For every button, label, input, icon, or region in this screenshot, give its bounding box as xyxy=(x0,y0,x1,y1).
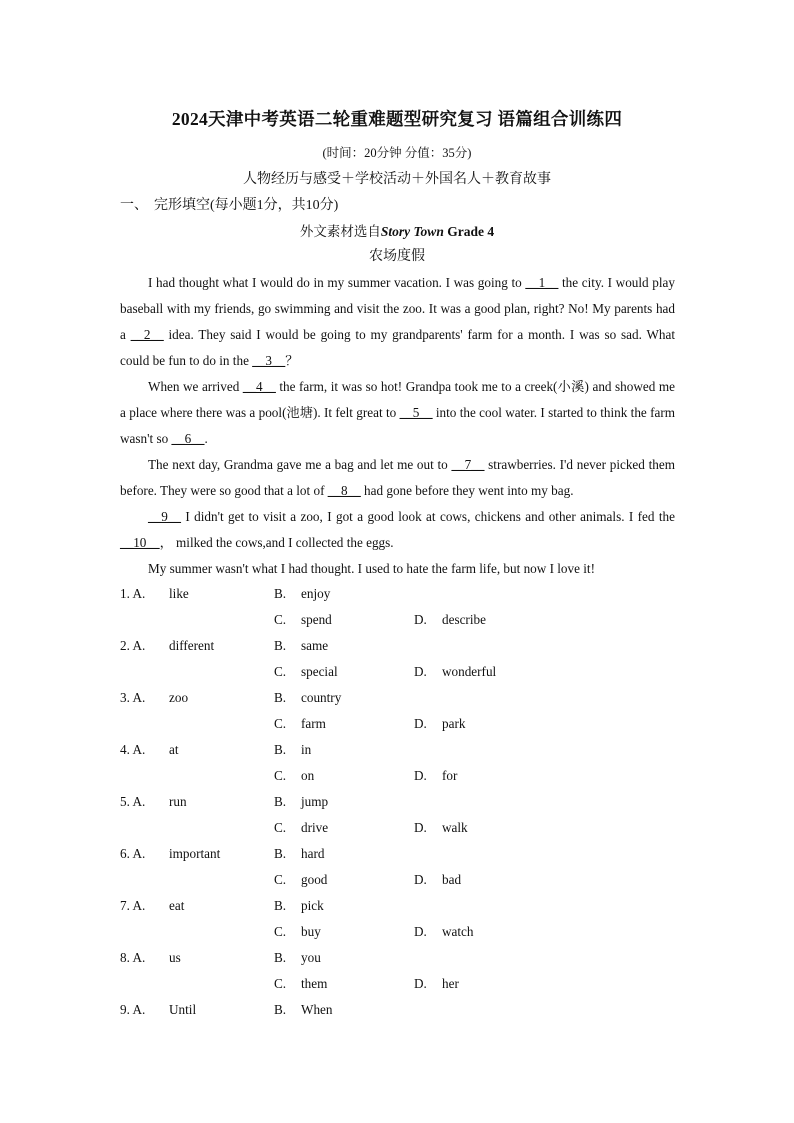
option-c: them xyxy=(301,976,328,991)
option-a: eat xyxy=(169,898,185,913)
option-a: at xyxy=(169,742,179,757)
option-b: pick xyxy=(301,898,324,913)
blank-2: __2__ xyxy=(130,327,164,342)
question-number: 5. A. xyxy=(120,794,146,809)
option-b: you xyxy=(301,950,321,965)
option-b: country xyxy=(301,690,342,705)
option-b: in xyxy=(301,742,312,757)
option-c: special xyxy=(301,664,338,679)
option-letter-b: B. xyxy=(274,950,287,965)
option-row xyxy=(120,763,680,789)
question-number: 7. A. xyxy=(120,898,146,913)
option-letter-c: C. xyxy=(274,976,287,991)
option-row xyxy=(120,737,680,763)
section-label: 完形填空(每小题1分，共10分) xyxy=(154,198,339,213)
option-b: hard xyxy=(301,846,325,861)
text: into the cool water. I started to think the farm wasn't so xyxy=(120,405,675,446)
option-letter-b: B. xyxy=(274,742,287,757)
blank-4: __4__ xyxy=(242,379,276,394)
option-letter-c: C. xyxy=(274,924,287,939)
text: I had thought what I would do in my summer vacation. I was going to xyxy=(148,275,526,290)
option-letter-b: B. xyxy=(274,1002,287,1017)
text: had gone before they went into my bag. xyxy=(360,483,574,498)
paragraph-1 xyxy=(120,270,675,374)
option-c: farm xyxy=(301,716,326,731)
paragraph-5: My summer wasn't what I had thought. I used to hate the farm life, but now I love it! xyxy=(148,561,595,576)
text: I didn't get to visit a zoo, I got a good look at cows, chickens and other animals. I fed the xyxy=(180,509,675,524)
blank-8: __8__ xyxy=(327,483,361,498)
question-number: 1. A. xyxy=(120,586,146,601)
text: the city. I would play baseball with my friends, go swimming and visit the zoo. It was a good plan, right? No! My parents had a xyxy=(120,275,676,342)
blank-10: __10__ xyxy=(120,535,160,550)
text: ， milked the cows,and I collected the eggs. xyxy=(159,535,394,550)
section-number: 一、 xyxy=(120,198,148,213)
option-b: same xyxy=(301,638,329,653)
option-row xyxy=(120,919,680,945)
option-row xyxy=(120,659,680,685)
option-row xyxy=(120,945,680,971)
passage-title: 农场度假 xyxy=(369,249,425,264)
source-grade: Grade 4 xyxy=(447,224,495,239)
text: When we arrived xyxy=(148,379,243,394)
option-letter-c: C. xyxy=(274,664,287,679)
paragraph-4 xyxy=(120,504,675,556)
question-number: 2. A. xyxy=(120,638,146,653)
option-letter-d: D. xyxy=(414,664,427,679)
blank-6: __6__ xyxy=(171,431,205,446)
option-letter-d: D. xyxy=(414,872,427,887)
time-score-info: (时间：20分钟 分值：35分) xyxy=(322,146,472,160)
option-row xyxy=(120,685,680,711)
option-d: bad xyxy=(442,872,462,887)
option-a: run xyxy=(169,794,187,809)
topic-list: 人物经历与感受＋学校活动＋外国名人＋教育故事 xyxy=(243,172,551,187)
option-row xyxy=(120,997,680,1023)
option-a: different xyxy=(169,638,215,653)
option-a: important xyxy=(169,846,221,861)
option-letter-c: C. xyxy=(274,872,287,887)
page-title: 2024天津中考英语二轮重难题型研究复习 语篇组合训练四 xyxy=(171,109,623,129)
option-a: zoo xyxy=(169,690,189,705)
option-row xyxy=(120,971,680,997)
question-number: 8. A. xyxy=(120,950,146,965)
option-letter-b: B. xyxy=(274,794,287,809)
option-letter-c: C. xyxy=(274,768,287,783)
option-letter-b: B. xyxy=(274,586,287,601)
option-letter-b: B. xyxy=(274,690,287,705)
option-letter-d: D. xyxy=(414,820,427,835)
option-letter-c: C. xyxy=(274,716,287,731)
option-row xyxy=(120,867,680,893)
option-letter-c: C. xyxy=(274,612,287,627)
option-d: park xyxy=(442,716,466,731)
option-c: good xyxy=(301,872,328,887)
option-b: enjoy xyxy=(301,586,331,601)
question-number: 6. A. xyxy=(120,846,146,861)
paragraph-3 xyxy=(120,452,675,504)
blank-5: __5__ xyxy=(399,405,433,420)
text: . xyxy=(204,431,208,446)
passage xyxy=(120,270,675,582)
question-number: 9. A. xyxy=(120,1002,146,1017)
text: idea. They said I would be going to my grandparents' farm for a month. I was so sad. What could be fun to do in the xyxy=(120,327,676,368)
text: ？ xyxy=(285,353,299,368)
option-letter-b: B. xyxy=(274,898,287,913)
option-c: buy xyxy=(301,924,321,939)
option-row xyxy=(120,581,680,607)
option-row xyxy=(120,893,680,919)
option-d: walk xyxy=(442,820,468,835)
source-book: Story Town xyxy=(380,224,444,239)
question-number: 4. A. xyxy=(120,742,146,757)
paragraph-2 xyxy=(120,374,675,452)
option-row xyxy=(120,633,680,659)
option-letter-b: B. xyxy=(274,638,287,653)
option-d: describe xyxy=(442,612,486,627)
option-letter-d: D. xyxy=(414,976,427,991)
option-d: wonderful xyxy=(442,664,497,679)
blank-3: __3__ xyxy=(252,353,286,368)
option-d: watch xyxy=(442,924,474,939)
option-letter-d: D. xyxy=(414,768,427,783)
answer-options xyxy=(120,581,680,1023)
option-letter-b: B. xyxy=(274,846,287,861)
option-c: spend xyxy=(301,612,332,627)
option-letter-d: D. xyxy=(414,612,427,627)
option-b: jump xyxy=(301,794,329,809)
option-a: like xyxy=(169,586,189,601)
option-row xyxy=(120,841,680,867)
option-a: Until xyxy=(169,1002,197,1017)
option-row xyxy=(120,711,680,737)
option-c: drive xyxy=(301,820,329,835)
text: the farm, it was so hot! Grandpa took me to a creek(小溪) and showed me a place where there was a pool(池塘). It felt great to xyxy=(120,379,675,420)
option-row xyxy=(120,607,680,633)
option-a: us xyxy=(169,950,181,965)
blank-1: __1__ xyxy=(525,275,559,290)
option-d: for xyxy=(442,768,458,783)
option-b: When xyxy=(301,1002,333,1017)
option-letter-d: D. xyxy=(414,716,427,731)
text: The next day, Grandma gave me a bag and let me out to xyxy=(148,457,452,472)
source-prefix: 外文素材选自 xyxy=(299,224,381,239)
option-row xyxy=(120,789,680,815)
section-heading xyxy=(120,194,338,214)
option-letter-c: C. xyxy=(274,820,287,835)
option-letter-d: D. xyxy=(414,924,427,939)
option-d: her xyxy=(442,976,459,991)
question-number: 3. A. xyxy=(120,690,146,705)
blank-7: __7__ xyxy=(451,457,485,472)
source-line xyxy=(0,220,794,240)
text: strawberries. I'd never picked them before. They were so good that a lot of xyxy=(120,457,675,498)
blank-9: __9__ xyxy=(148,509,181,524)
option-row xyxy=(120,815,680,841)
option-c: on xyxy=(301,768,315,783)
